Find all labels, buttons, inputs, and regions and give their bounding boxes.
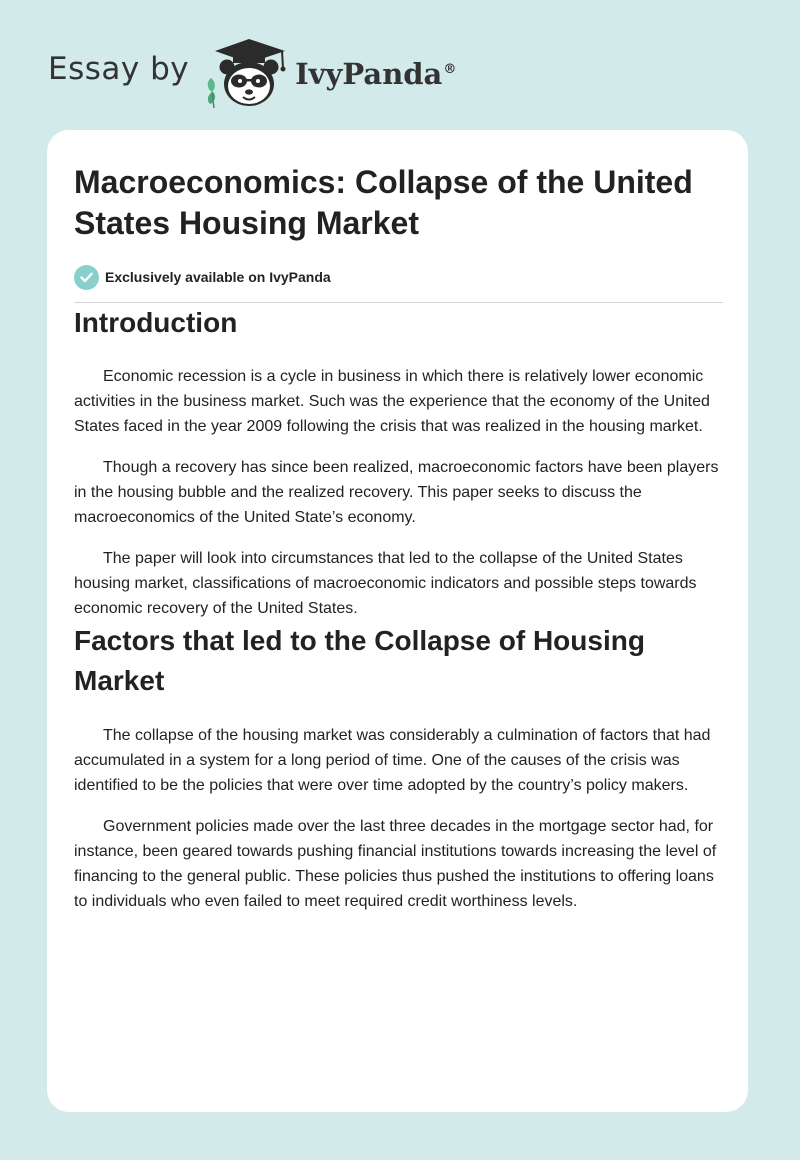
paragraph: Economic recession is a cycle in business in which there is relatively lower economic activities in the business market. Such was the experience that the economy of the United States faced in the year 2009 following the crisis that was realized in the housing market.	[74, 368, 710, 435]
section-body-introduction	[74, 364, 722, 621]
paragraph: Though a recovery has since been realized, macroeconomic factors have been players in the housing bubble and the realized recovery. This paper seeks to discuss the macroeconomics of the United State’s economy.	[74, 459, 719, 526]
panda-graduate-icon	[203, 34, 295, 110]
exclusive-badge	[74, 264, 722, 290]
section-heading-factors: Factors that led to the Collapse of Housing Market	[74, 625, 645, 696]
essay-title: Macroeconomics: Collapse of the United States Housing Market	[74, 164, 693, 241]
brand-prefix: Essay by	[48, 51, 190, 87]
brand-name: IvyPanda®	[295, 57, 457, 91]
section-body-factors	[74, 723, 722, 914]
brand-header	[48, 32, 456, 112]
exclusive-label: Exclusively available on IvyPanda	[105, 269, 331, 285]
essay-card	[47, 130, 748, 1112]
paragraph: The paper will look into circumstances that led to the collapse of the United States housing market, classifications of macroeconomic indicators and possible steps towards economic recovery of the United States.	[74, 550, 697, 617]
check-icon	[74, 265, 99, 290]
paragraph: Government policies made over the last three decades in the mortgage sector had, for instance, been geared towards pushing financial institutions towards increasing the level of financing to the general public. These policies thus pushed the institutions to offering loans to individuals who even failed to meet required credit worthiness levels.	[74, 818, 717, 910]
section-heading-introduction: Introduction	[74, 307, 238, 338]
paragraph: The collapse of the housing market was considerably a culmination of factors that had accumulated in a system for a long period of time. One of the causes of the crisis was identified to be the policies that were over time adopted by the country’s policy makers.	[74, 727, 711, 794]
